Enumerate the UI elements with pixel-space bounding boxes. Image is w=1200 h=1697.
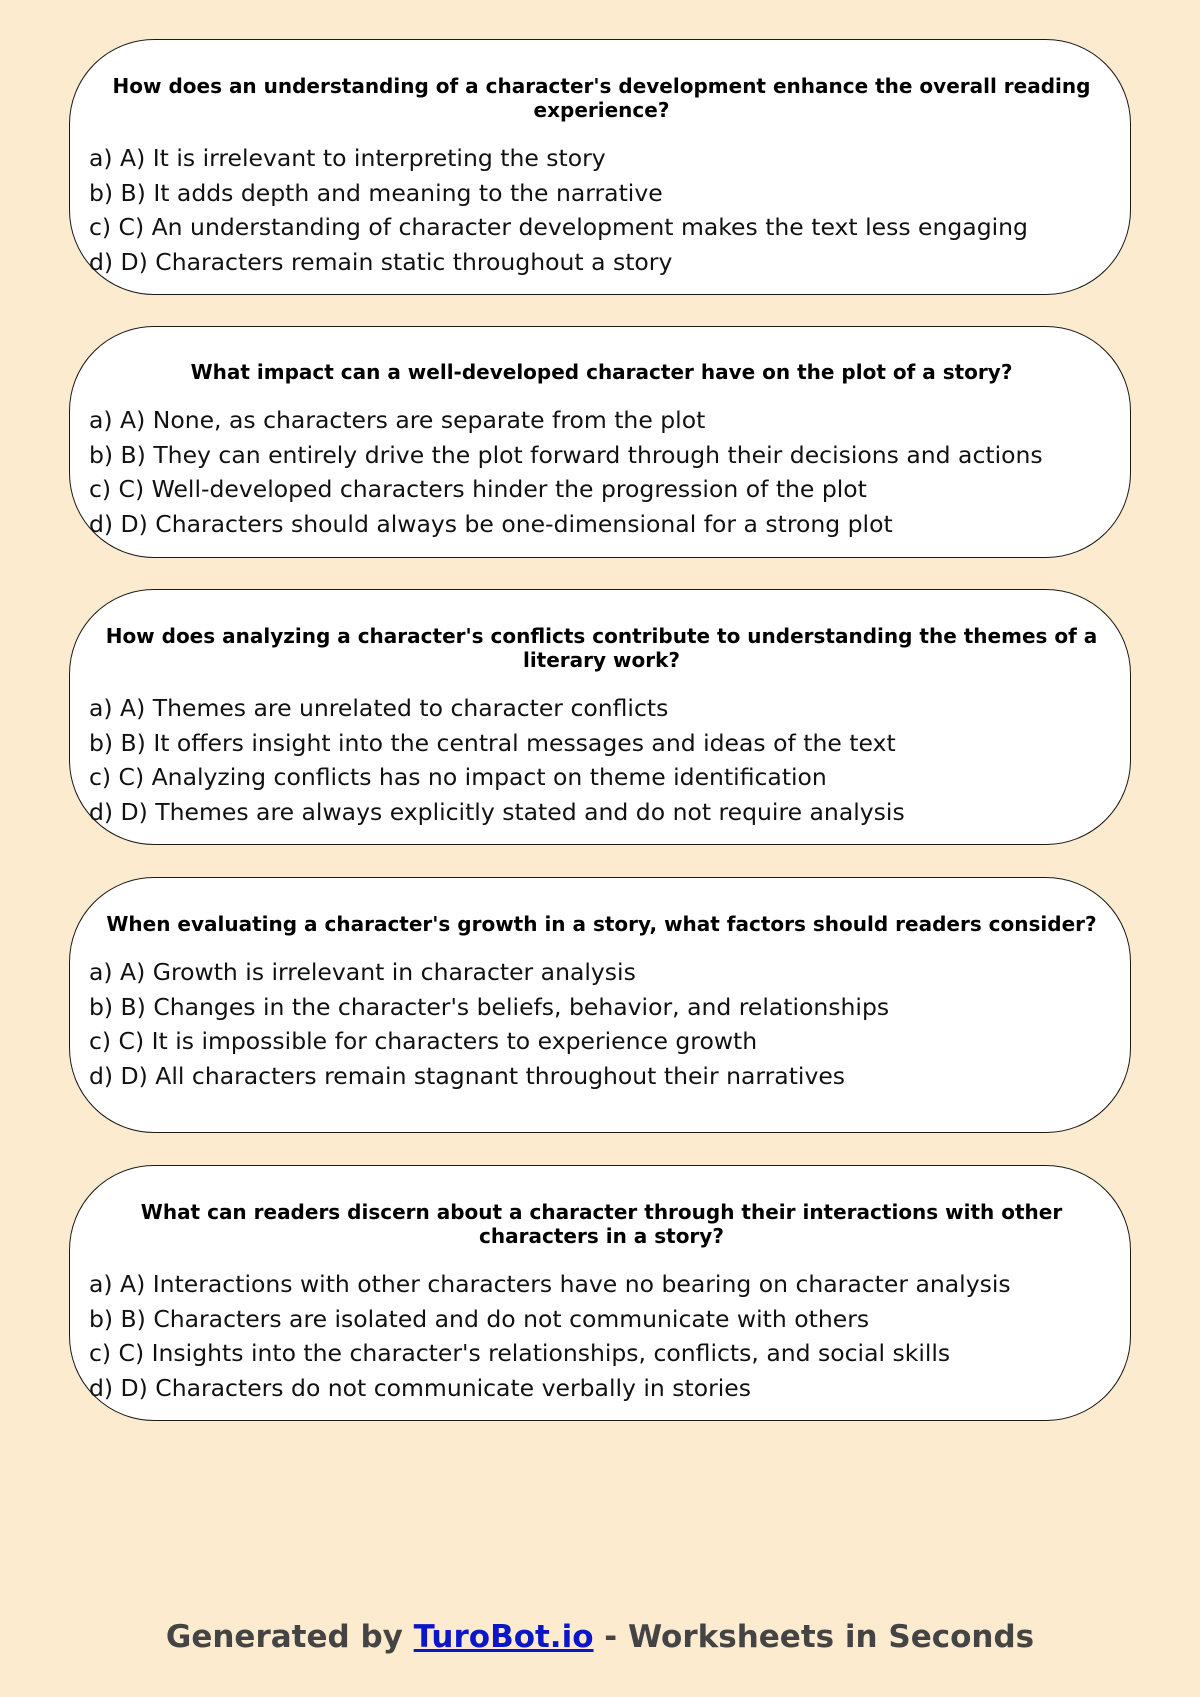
answer-options: [89, 1267, 1114, 1405]
question-text: How does analyzing a character's conflicts contribute to understanding the themes of a literary work?: [105, 624, 1098, 672]
answer-options: [89, 691, 1114, 829]
answer-option-c: c) C) An understanding of character development makes the text less engaging: [89, 213, 1028, 241]
footer: [0, 1619, 1200, 1655]
answer-options: [89, 955, 1114, 1093]
answer-option-d: d) D) Characters remain static throughout a story: [89, 247, 673, 276]
answer-option-c: c) C) It is impossible for characters to experience growth: [89, 1027, 758, 1055]
turobot-link[interactable]: TuroBot.io: [413, 1619, 594, 1655]
footer-suffix: - Worksheets in Seconds: [593, 1619, 1035, 1655]
question-text: When evaluating a character's growth in a story, what factors should readers consider?: [106, 912, 1097, 936]
answer-option-d: d) D) All characters remain stagnant throughout their narratives: [89, 1061, 846, 1090]
footer-prefix: Generated by: [165, 1619, 414, 1655]
question-text: How does an understanding of a character's development enhance the overall reading experience?: [112, 74, 1091, 122]
answer-option-a: a) A) It is irrelevant to interpreting the story: [89, 144, 606, 172]
answer-option-b: b) B) Changes in the character's beliefs, behavior, and relationships: [89, 992, 890, 1021]
question-text: What can readers discern about a character through their interactions with other characters in a story?: [140, 1200, 1063, 1248]
answer-option-b: b) B) It offers insight into the central messages and ideas of the text: [89, 728, 896, 757]
answer-options: [89, 141, 1114, 279]
answer-option-d: d) D) Characters do not communicate verbally in stories: [89, 1373, 752, 1402]
answer-option-d: d) D) Characters should always be one-dimensional for a strong plot: [89, 509, 893, 538]
answer-option-a: a) A) Growth is irrelevant in character analysis: [89, 958, 636, 986]
question-card-3: [69, 589, 1131, 845]
answer-option-b: b) B) They can entirely drive the plot forward through their decisions and actions: [89, 440, 1043, 469]
answer-option-c: c) C) Insights into the character's relationships, conflicts, and social skills: [89, 1339, 951, 1367]
question-card-2: [69, 326, 1131, 558]
question-text: What impact can a well-developed character have on the plot of a story?: [190, 360, 1013, 384]
question-card-1: [69, 39, 1131, 295]
answer-options: [89, 403, 1114, 541]
answer-option-c: c) C) Well-developed characters hinder the progression of the plot: [89, 475, 867, 503]
answer-option-b: b) B) Characters are isolated and do not communicate with others: [89, 1304, 870, 1333]
answer-option-a: a) A) None, as characters are separate from the plot: [89, 406, 706, 434]
question-card-5: [69, 1165, 1131, 1421]
answer-option-b: b) B) It adds depth and meaning to the narrative: [89, 178, 663, 207]
answer-option-a: a) A) Themes are unrelated to character conflicts: [89, 694, 669, 722]
answer-option-d: d) D) Themes are always explicitly stated and do not require analysis: [89, 797, 905, 826]
question-card-4: [69, 877, 1131, 1133]
answer-option-c: c) C) Analyzing conflicts has no impact on theme identification: [89, 763, 827, 791]
answer-option-a: a) A) Interactions with other characters have no bearing on character analysis: [89, 1270, 1011, 1298]
